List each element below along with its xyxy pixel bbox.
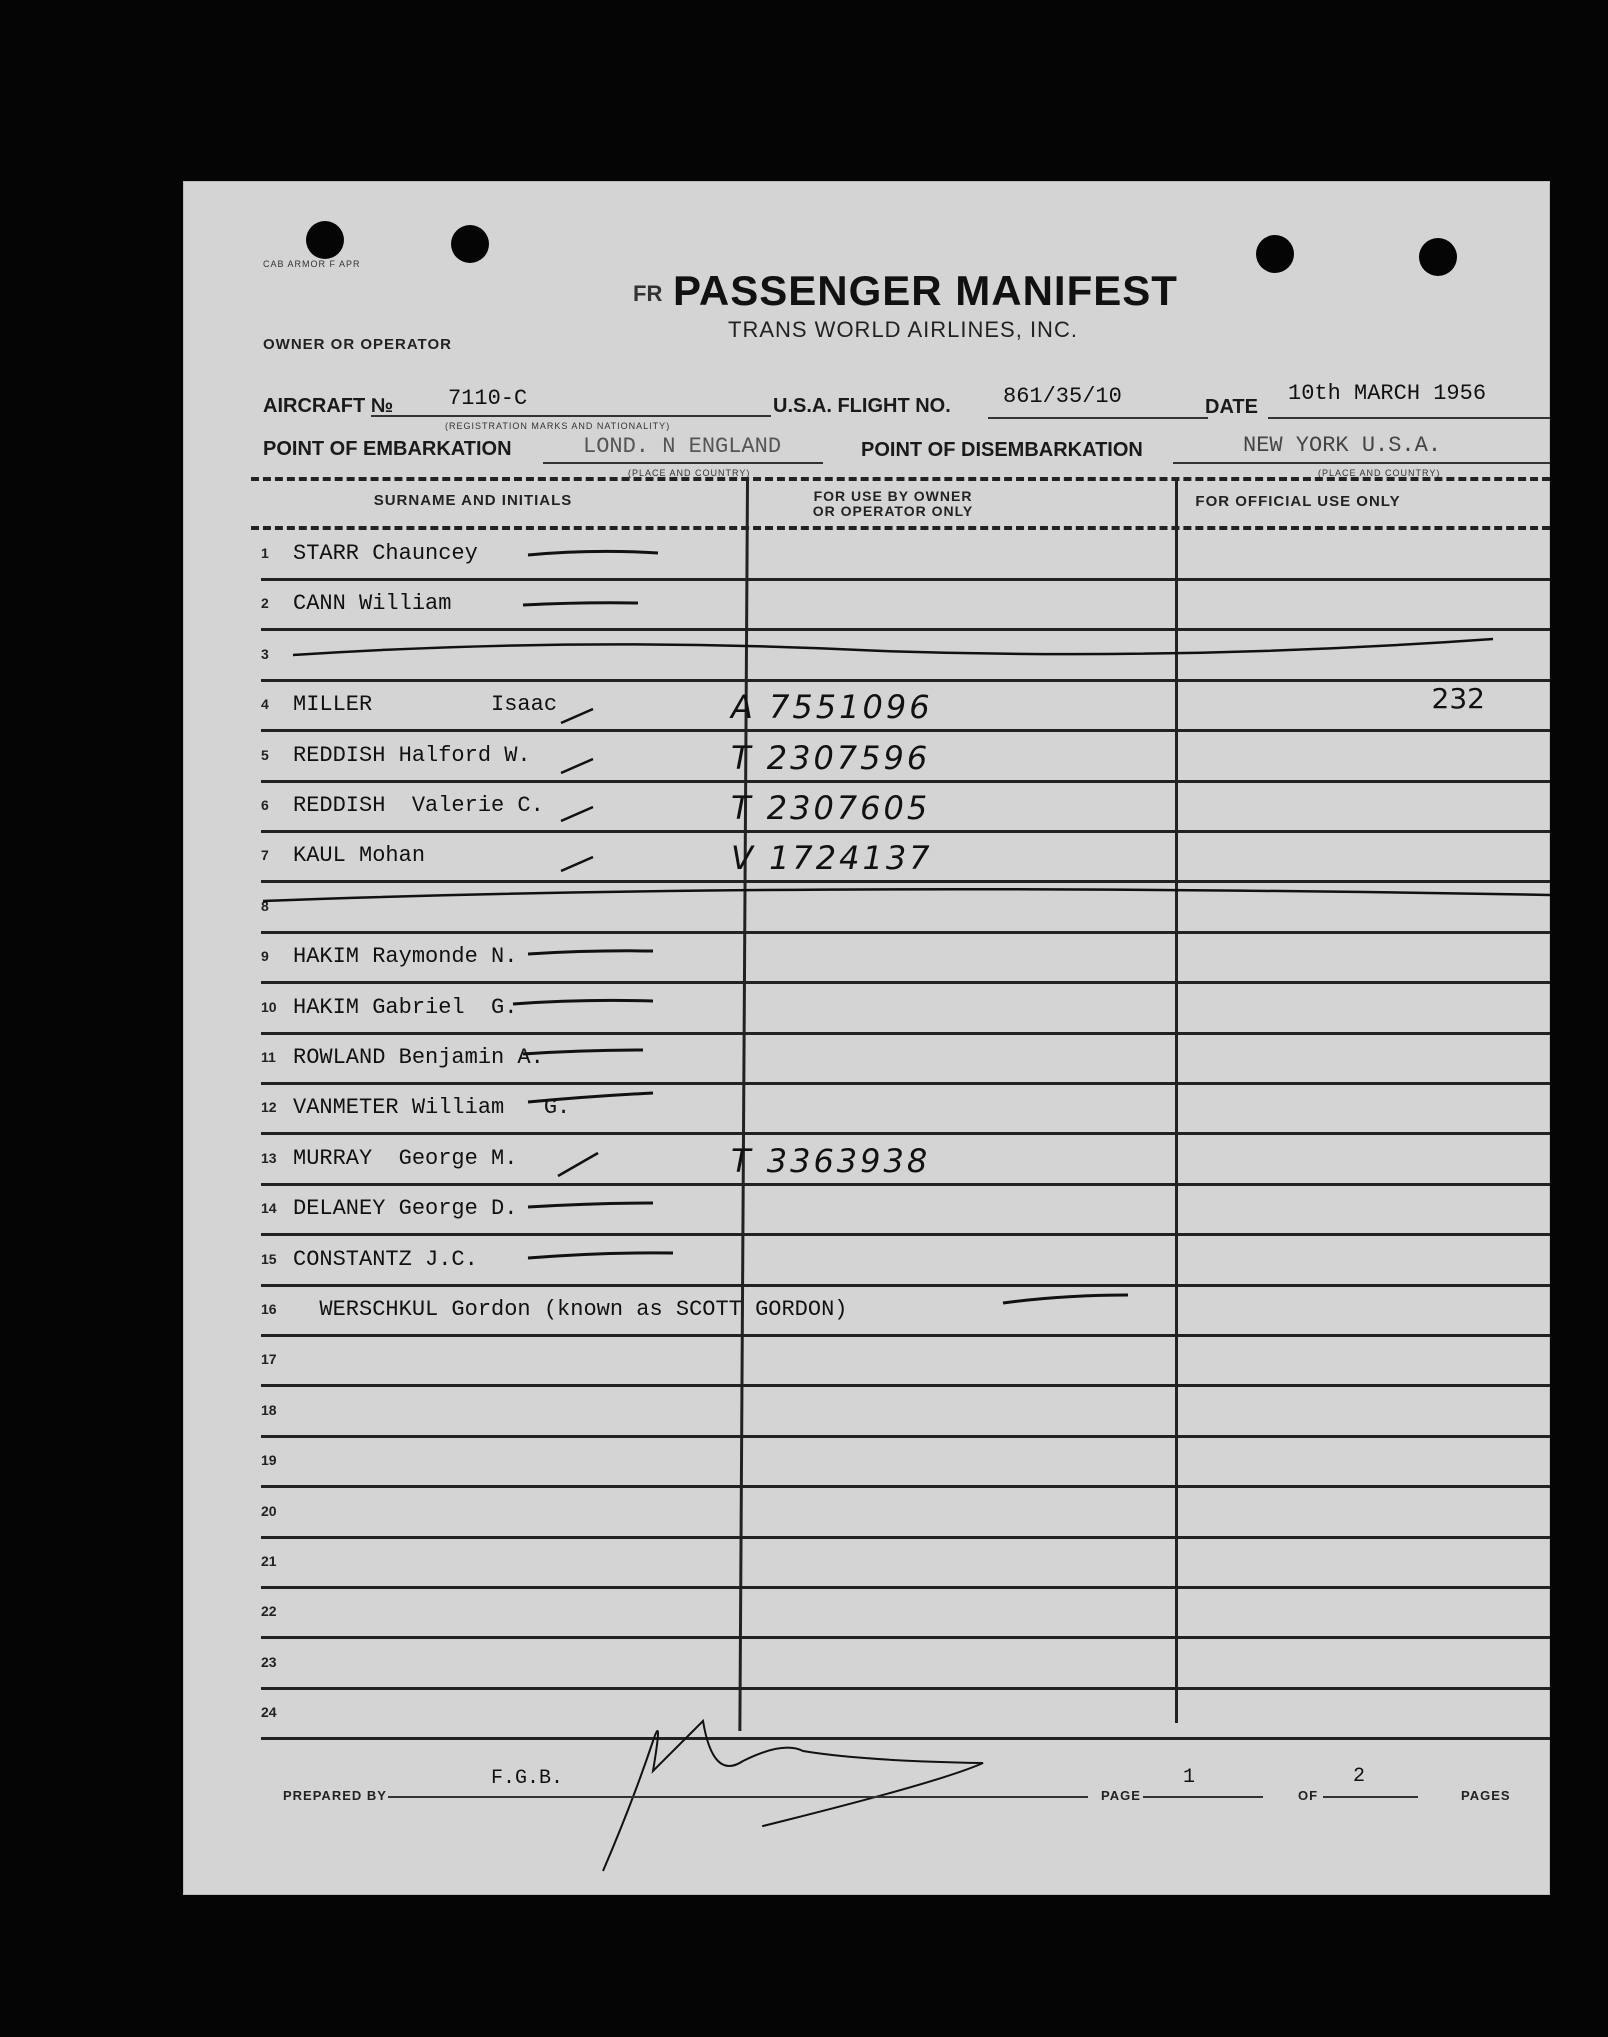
passenger-name: HAKIM Raymonde N.	[293, 944, 518, 970]
passenger-name: KAUL Mohan	[293, 843, 426, 869]
passenger-name: HAKIM Gabriel G.	[293, 994, 518, 1020]
row-number: 8	[261, 897, 269, 914]
passenger-name: MILLER Isaac	[293, 692, 558, 718]
passenger-name: CANN William	[293, 591, 452, 617]
row-number: 22	[261, 1603, 277, 1620]
row-number: 19	[261, 1452, 277, 1469]
row-number: 11	[261, 1049, 276, 1065]
date-value: 10th MARCH 1956	[1288, 381, 1487, 406]
pen-marks	[183, 181, 1550, 1895]
row-number: 7	[261, 847, 269, 864]
passenger-name: VANMETER William G.	[293, 1095, 571, 1121]
row-number: 2	[261, 595, 269, 612]
row-number: 12	[261, 1099, 277, 1116]
column-header-owner-use: FOR USE BY OWNER OR OPERATOR ONLY	[812, 488, 974, 519]
aircraft-value: 7110-C	[448, 386, 528, 411]
airline-name: TRANS WORLD AIRLINES, INC.	[728, 317, 1078, 342]
row-number: 20	[261, 1502, 277, 1519]
disembarkation-label: POINT OF DISEMBARKATION	[861, 439, 1143, 461]
passenger-name: WERSCHKUL Gordon (known as SCOTT GORDON)	[293, 1297, 848, 1322]
official-note: 232	[1431, 682, 1485, 716]
title-prefix: FR	[633, 281, 663, 306]
of-label: OF	[1298, 1788, 1319, 1803]
row-number: 9	[261, 948, 269, 965]
document-number: T 2307596	[731, 738, 931, 777]
flight-label: U.S.A. FLIGHT NO.	[773, 395, 951, 417]
disembarkation-value: NEW YORK U.S.A.	[1243, 433, 1442, 458]
row-number: 4	[261, 696, 269, 713]
row-number: 18	[261, 1401, 277, 1418]
of-value: 2	[1353, 1765, 1366, 1788]
row-number: 3	[261, 645, 269, 662]
embarkation-label: POINT OF EMBARKATION	[263, 438, 512, 460]
aircraft-sublabel: (REGISTRATION MARKS AND NATIONALITY)	[445, 421, 671, 431]
owner-label: OWNER OR OPERATOR	[263, 336, 452, 353]
row-number: 15	[261, 1250, 277, 1267]
row-number: 16	[261, 1301, 277, 1317]
document-number: T 3363938	[731, 1141, 931, 1180]
passenger-name: STARR Chauncey	[293, 541, 478, 566]
pages-label: PAGES	[1461, 1788, 1511, 1803]
column-header-surname: SURNAME AND INITIALS	[373, 492, 573, 509]
passenger-name: DELANEY George D.	[293, 1196, 518, 1222]
date-label: DATE	[1205, 396, 1258, 418]
embarkation-sublabel: (PLACE AND COUNTRY)	[628, 468, 751, 478]
row-number: 23	[261, 1653, 277, 1670]
passenger-name: CONSTANTZ J.C.	[293, 1246, 478, 1272]
disembarkation-sublabel: (PLACE AND COUNTRY)	[1318, 468, 1441, 478]
manifest-sheet	[183, 181, 1550, 1895]
document-number: A 7551096	[731, 688, 933, 727]
row-number: 10	[261, 998, 277, 1015]
page-title: PASSENGER MANIFEST	[673, 267, 1178, 314]
passenger-name: REDDISH Valerie C.	[293, 793, 544, 818]
row-number: 6	[261, 797, 269, 813]
row-number: 21	[261, 1553, 277, 1569]
embarkation-value: LOND. N ENGLAND	[583, 434, 782, 459]
document-number: V 1724137	[731, 839, 933, 878]
passenger-name: MURRAY George M.	[293, 1145, 518, 1171]
flight-value: 861/35/10	[1003, 384, 1122, 409]
column-header-official: FOR OFFICIAL USE ONLY	[1195, 493, 1401, 510]
passenger-name: ROWLAND Benjamin A.	[293, 1045, 544, 1070]
prepared-by-value: F.G.B.	[491, 1767, 564, 1790]
row-number: 1	[261, 545, 269, 561]
row-number: 14	[261, 1200, 277, 1217]
page-label: PAGE	[1101, 1788, 1141, 1803]
document-number: T 2307605	[731, 789, 931, 827]
form-corner-text: CAB ARMOR F APR	[263, 259, 361, 269]
aircraft-label: AIRCRAFT №	[263, 395, 394, 417]
prepared-by-label: PREPARED BY	[283, 1788, 387, 1803]
row-number: 17	[261, 1351, 277, 1368]
row-number: 5	[261, 746, 269, 763]
row-number: 24	[261, 1704, 277, 1721]
row-number: 13	[261, 1149, 277, 1166]
passenger-name: REDDISH Halford W.	[293, 742, 531, 768]
page-value: 1	[1183, 1766, 1196, 1789]
